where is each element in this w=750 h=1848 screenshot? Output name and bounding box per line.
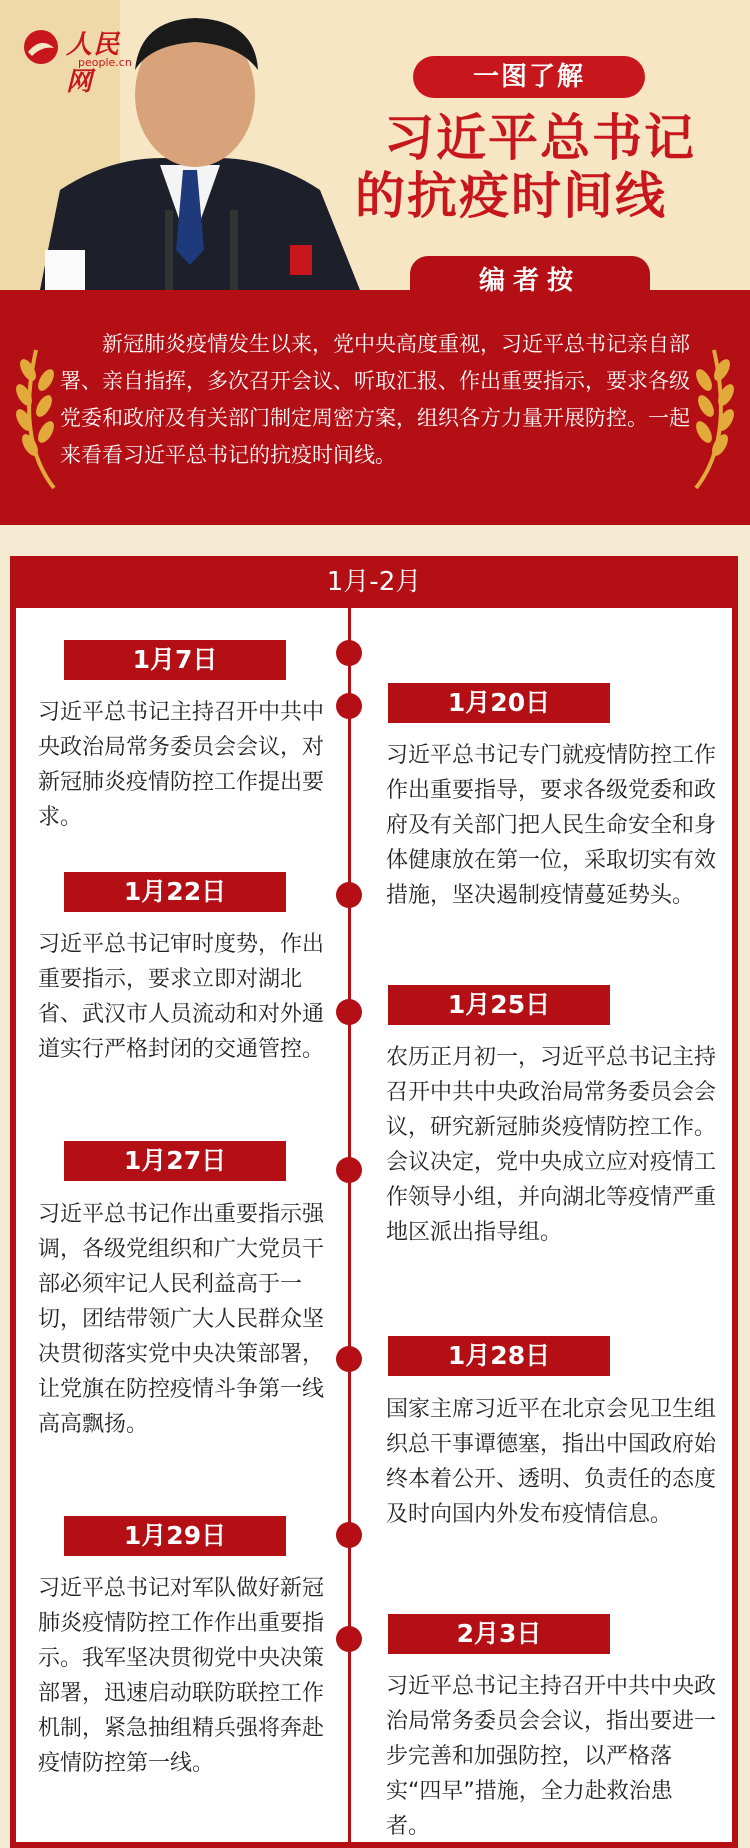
timeline-dot xyxy=(336,999,362,1025)
event-date: 1月27日 xyxy=(64,1141,286,1181)
timeline-dot xyxy=(336,1346,362,1372)
event-date: 1月22日 xyxy=(64,872,286,912)
wheat-left-icon xyxy=(6,340,66,490)
timeline-dot xyxy=(336,1157,362,1183)
event-date: 1月25日 xyxy=(388,985,610,1025)
logo-text-en: people.cn xyxy=(78,56,132,69)
event-text: 习近平总书记专门就疫情防控工作作出重要指导，要求各级党委和政府及有关部门把人民生命安全和身体健康放在第一位，采取切实有效措施，坚决遏制疫情蔓延势头。 xyxy=(386,743,717,908)
editor-note-tab: 编者按 xyxy=(410,256,650,304)
page-title-line1: 习近平总书记 xyxy=(384,109,696,167)
timeline-dot xyxy=(336,1522,362,1548)
timeline-dot xyxy=(336,1626,362,1652)
logo-text-cn: 人民网 xyxy=(66,30,121,97)
subtitle-pill: 一图了解 xyxy=(413,56,645,98)
people-daily-logo[interactable] xyxy=(22,24,132,97)
event-text: 农历正月初一，习近平总书记主持召开中共中央政治局常务委员会会议，研究新冠肺炎疫情防控工作。会议决定，党中央成立应对疫情工作领导小组，并向湖北等疫情严重地区派出指导组。 xyxy=(386,1045,717,1245)
editor-note-paragraph: 新冠肺炎疫情发生以来，党中央高度重视，习近平总书记亲自部署、亲自指挥，多次召开会议、听取汇报、作出重要指示，要求各级党委和政府及有关部门制定周密方案，组织各方力量开展防控。一起来看看习近平总书记的抗疫时间线。 xyxy=(60,332,690,467)
header-banner xyxy=(0,0,750,290)
timeline-axis xyxy=(348,608,351,1848)
timeline-header: 1月-2月 xyxy=(10,556,738,608)
page-title-line2: 的抗疫时间线 xyxy=(355,167,667,225)
timeline-dot xyxy=(336,640,362,666)
event-text: 习近平总书记对军队做好新冠肺炎疫情防控工作作出重要指示。我军坚决贯彻党中央决策部署，迅速启动联防联控工作机制，紧急抽组精兵强将奔赴疫情防控第一线。 xyxy=(38,1576,325,1776)
event-date: 1月29日 xyxy=(64,1516,286,1556)
event-date: 2月3日 xyxy=(388,1614,610,1654)
timeline-dot xyxy=(336,882,362,908)
event-text: 习近平总书记主持召开中共中央政治局常务委员会会议，对新冠肺炎疫情防控工作提出要求。 xyxy=(38,700,325,830)
event-date: 1月20日 xyxy=(388,683,610,723)
event-text: 习近平总书记审时度势，作出重要指示，要求立即对湖北省、武汉市人员流动和对外通道实行严格封闭的交通管控。 xyxy=(38,932,325,1062)
event-text: 国家主席习近平在北京会见卫生组织总干事谭德塞，指出中国政府始终本着公开、透明、负责任的态度及时向国内外发布疫情信息。 xyxy=(386,1397,717,1527)
wheat-right-icon xyxy=(684,340,744,490)
event-date: 1月28日 xyxy=(388,1336,610,1376)
logo-mark-icon xyxy=(22,28,60,66)
timeline-dot xyxy=(336,693,362,719)
editor-note-text xyxy=(60,326,690,474)
event-text: 习近平总书记作出重要指示强调，各级党组织和广大党员干部必须牢记人民利益高于一切，团结带领广大人民群众坚决贯彻落实党中央决策部署，让党旗在防控疫情斗争第一线高高飘扬。 xyxy=(38,1202,325,1437)
event-date: 1月7日 xyxy=(64,640,286,680)
event-text: 习近平总书记主持召开中共中央政治局常务委员会会议，指出要进一步完善和加强防控，以严格落实“四早”措施，全力赴救治患者。 xyxy=(386,1674,717,1839)
